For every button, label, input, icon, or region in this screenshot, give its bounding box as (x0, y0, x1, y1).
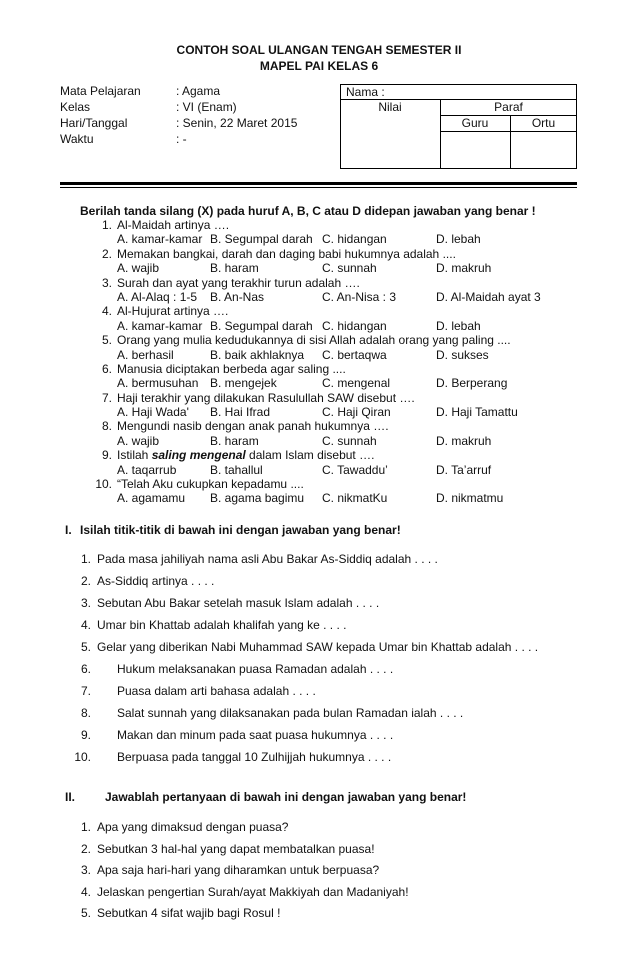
section-1-instruction: Isilah titik-titik di bawah ini dengan jawaban yang benar! (80, 523, 401, 537)
item-number: 6. (80, 662, 91, 676)
item-number: 2. (80, 841, 91, 856)
options-row (0, 348, 638, 362)
item-number: 4. (80, 618, 91, 632)
question-text: Orang yang mulia kedudukannya di sisi Allah adalah orang yang paling .... (117, 333, 511, 348)
item-text: Puasa dalam arti bahasa adalah . . . . (117, 684, 316, 698)
fill-in-item (0, 702, 638, 724)
answer-option: C. sunnah (322, 261, 377, 276)
document-title: CONTOH SOAL ULANGAN TENGAH SEMESTER II (176, 43, 462, 57)
options-row (0, 463, 638, 477)
question-row (0, 362, 638, 376)
options-row (0, 290, 638, 304)
answer-option: D. makruh (436, 433, 492, 448)
answer-option: B. haram (210, 261, 259, 276)
question-number: 10. (95, 477, 112, 492)
table-border-bottom (340, 168, 577, 169)
item-text: Jelaskan pengertian Surah/ayat Makkiyah dan Madaniyah! (97, 884, 409, 899)
options-row (0, 434, 638, 448)
question-number: 8. (101, 419, 112, 434)
item-text: Sebutkan 3 hal-hal yang dapat membatalkan puasa! (97, 841, 375, 856)
answer-option: B. agama bagimu (210, 491, 305, 506)
answer-option: B. Hai Ifrad (210, 405, 271, 420)
answer-option: C. Tawaddu’ (322, 462, 388, 477)
answer-option: A. Al-Alaq : 1-5 (117, 289, 198, 304)
essay-item (0, 817, 638, 839)
answer-option: D. Berperang (436, 376, 508, 391)
parent-label: Ortu (531, 116, 556, 130)
answer-option: A. kamar-kamar (117, 318, 203, 333)
signature-label: Paraf (494, 100, 523, 114)
section-a-instruction: Berilah tanda silang (X) pada huruf A, B, C atau D didepan jawaban yang benar ! (80, 204, 536, 218)
fill-in-list (0, 548, 638, 768)
question-text-part: dalam Islam disebut …. (245, 448, 375, 463)
answer-option: A. bermusuhan (117, 376, 199, 391)
essay-item (0, 903, 638, 925)
answer-option: B. mengejek (210, 376, 277, 391)
info-value: : Senin, 22 Maret 2015 (176, 116, 298, 130)
item-text: Umar bin Khattab adalah khalifah yang ke . . . . (97, 618, 347, 632)
fill-in-item (0, 614, 638, 636)
answer-option: B. Segumpal darah (210, 318, 313, 333)
info-label: Mata Pelajaran (60, 84, 141, 98)
answer-option: C. hidangan (322, 232, 387, 247)
answer-option: A. berhasil (117, 347, 174, 362)
answer-option: D. nikmatmu (436, 491, 504, 506)
options-row (0, 405, 638, 419)
options-row (0, 261, 638, 275)
question-row (0, 477, 638, 491)
answer-option: B. haram (210, 433, 259, 448)
item-number: 5. (80, 906, 91, 920)
section-1-label: I. (65, 523, 72, 537)
answer-option: A. wajib (117, 433, 160, 448)
answer-option: C. nikmatKu (322, 491, 388, 506)
item-number: 2. (80, 574, 91, 588)
question-row (0, 218, 638, 232)
question-row (0, 304, 638, 318)
options-row (0, 319, 638, 333)
essay-list (0, 817, 638, 925)
answer-option: C. sunnah (322, 433, 377, 448)
item-number: 4. (80, 884, 91, 899)
question-number: 4. (101, 304, 112, 319)
item-number: 3. (80, 596, 91, 610)
question-text-emphasis: saling mengenal (151, 448, 246, 463)
item-text: Sebutan Abu Bakar setelah masuk Islam adalah . . . . (97, 596, 380, 610)
essay-item (0, 882, 638, 904)
info-value: : Agama (176, 84, 221, 98)
essay-item (0, 860, 638, 882)
info-label: Waktu (60, 132, 94, 146)
divider-thin (60, 187, 577, 188)
fill-in-item (0, 724, 638, 746)
question-number: 9. (101, 448, 112, 463)
table-divider (440, 131, 577, 132)
answer-option: A. Haji Wada' (117, 405, 189, 420)
answer-option: C. bertaqwa (322, 347, 387, 362)
item-number: 1. (80, 820, 91, 834)
question-number: 5. (101, 333, 112, 348)
item-text: Pada masa jahiliyah nama asli Abu Bakar As-Siddiq adalah . . . . (97, 552, 438, 566)
question-row (0, 333, 638, 347)
name-label: Nama : (346, 85, 385, 99)
answer-option: D. lebah (436, 232, 481, 247)
score-label: Nilai (378, 100, 402, 114)
answer-option: D. Ta’arruf (436, 462, 492, 477)
table-border-left (340, 84, 341, 169)
fill-in-item (0, 680, 638, 702)
question-number: 7. (101, 390, 112, 405)
item-number: 9. (80, 728, 91, 742)
answer-option: A. taqarrub (117, 462, 177, 477)
answer-option: B. tahallul (210, 462, 263, 477)
item-text: Apa saja hari-hari yang diharamkan untuk berpuasa? (97, 863, 380, 877)
section-2-instruction: Jawablah pertanyaan di bawah ini dengan jawaban yang benar! (105, 790, 467, 804)
item-text: Hukum melaksanakan puasa Ramadan adalah . . . . (117, 662, 394, 676)
answer-option: C. hidangan (322, 318, 387, 333)
fill-in-item (0, 658, 638, 680)
question-text (117, 448, 374, 462)
info-label: Hari/Tanggal (60, 116, 128, 130)
answer-option: A. agamamu (117, 491, 186, 506)
item-number: 10. (74, 750, 91, 764)
teacher-label: Guru (461, 116, 489, 130)
answer-option: B. Segumpal darah (210, 232, 313, 247)
item-text: Makan dan minum pada saat puasa hukumnya . . . . (117, 728, 394, 742)
question-number: 1. (101, 218, 112, 232)
multiple-choice-list (0, 218, 638, 506)
question-row (0, 391, 638, 405)
question-text: “Telah Aku cukupkan kepadamu .... (117, 477, 304, 492)
fill-in-item (0, 746, 638, 768)
question-text: Al-Maidah artinya …. (117, 218, 230, 232)
question-text-part: Istilah (117, 448, 152, 463)
answer-option: B. baik akhlaknya (210, 347, 305, 362)
fill-in-item (0, 592, 638, 614)
question-row (0, 419, 638, 433)
options-row (0, 376, 638, 390)
question-text: Al-Hujurat artinya …. (117, 304, 229, 319)
item-text: Apa yang dimaksud dengan puasa? (97, 820, 289, 834)
question-number: 2. (101, 246, 112, 261)
item-number: 5. (80, 640, 91, 654)
question-text: Memakan bangkai, darah dan daging babi hukumnya adalah .... (117, 246, 456, 261)
item-text: Gelar yang diberikan Nabi Muhammad SAW kepada Umar bin Khattab adalah . . . . (97, 640, 539, 654)
question-text: Manusia diciptakan berbeda agar saling .... (117, 361, 346, 376)
info-value: : VI (Enam) (176, 100, 237, 114)
info-value: : - (176, 132, 187, 146)
fill-in-item (0, 636, 638, 658)
item-number: 7. (80, 684, 91, 698)
question-row (0, 276, 638, 290)
answer-option: D. makruh (436, 261, 492, 276)
question-text: Surah dan ayat yang terakhir turun adalah …. (117, 275, 360, 290)
item-text: Salat sunnah yang dilaksanakan pada bulan Ramadan ialah . . . . (117, 706, 464, 720)
answer-option: A. kamar-kamar (117, 232, 203, 247)
answer-option: D. Haji Tamattu (436, 405, 518, 420)
answer-option: C. Haji Qiran (322, 405, 391, 420)
answer-option: A. wajib (117, 261, 160, 276)
answer-option: B. An-Nas (210, 289, 265, 304)
answer-option: D. lebah (436, 318, 481, 333)
item-text: Sebutkan 4 sifat wajib bagi Rosul ! (97, 906, 281, 920)
options-row (0, 232, 638, 246)
answer-option: D. sukses (436, 347, 489, 362)
item-number: 8. (80, 706, 91, 720)
question-text: Haji terakhir yang dilakukan Rasulullah SAW disebut …. (117, 390, 415, 405)
options-row (0, 491, 638, 505)
item-text: Berpuasa pada tanggal 10 Zulhijjah hukumnya . . . . (117, 750, 392, 764)
fill-in-item (0, 570, 638, 592)
question-text: Mengundi nasib dengan anak panah hukumnya …. (117, 419, 389, 434)
question-row (0, 247, 638, 261)
question-row (0, 448, 638, 462)
section-2-label: II. (65, 790, 76, 804)
fill-in-item (0, 548, 638, 570)
question-number: 3. (101, 275, 112, 290)
essay-item (0, 839, 638, 861)
question-number: 6. (101, 361, 112, 376)
item-text: As-Siddiq artinya . . . . (97, 574, 215, 588)
divider-thick (60, 182, 577, 185)
answer-option: D. Al-Maidah ayat 3 (436, 289, 541, 304)
answer-option: C. mengenal (322, 376, 391, 391)
item-number: 1. (80, 552, 91, 566)
info-label: Kelas (60, 100, 91, 114)
document-subtitle: MAPEL PAI KELAS 6 (259, 59, 379, 73)
answer-option: C. An-Nisa : 3 (322, 289, 397, 304)
item-number: 3. (80, 863, 91, 877)
